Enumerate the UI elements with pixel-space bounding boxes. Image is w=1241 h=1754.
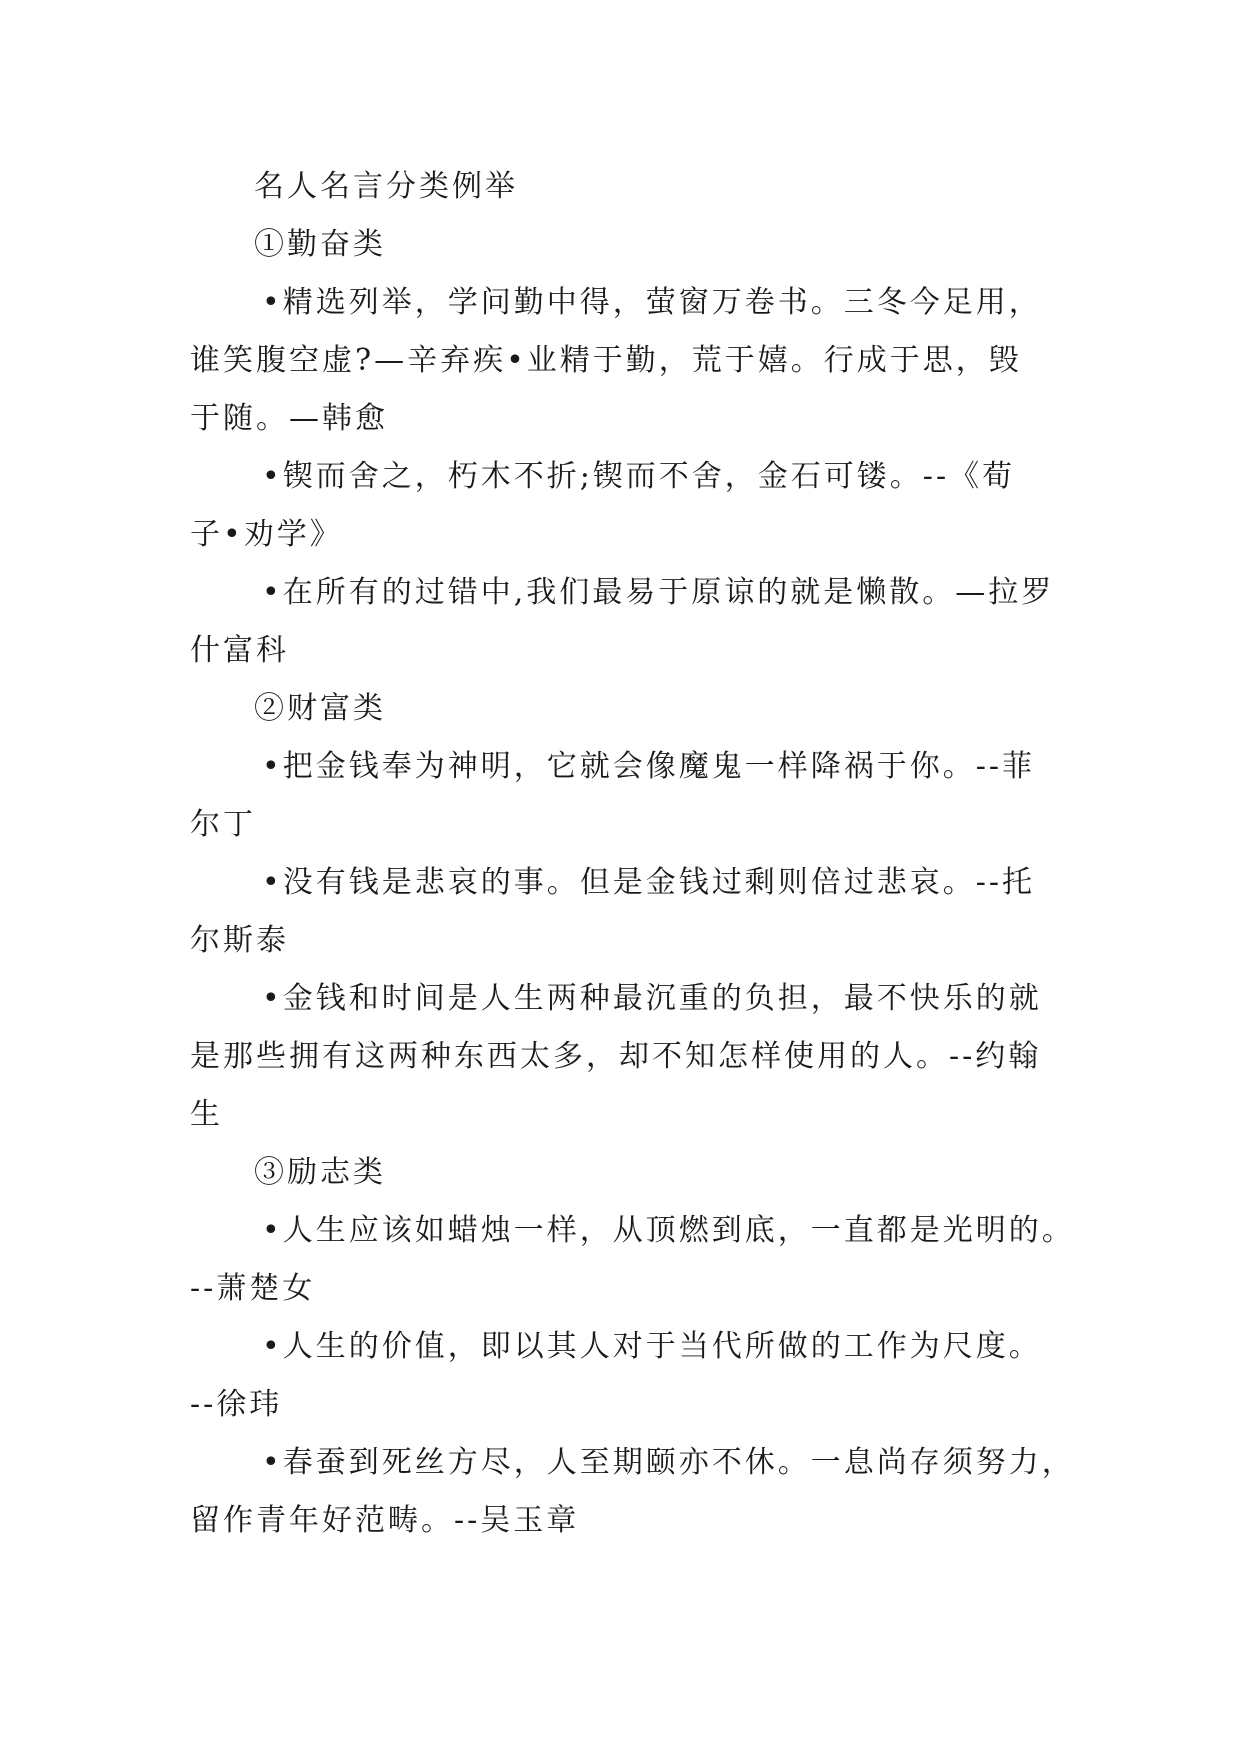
text-line: 生: [190, 1097, 223, 1132]
text-line: 谁笑腹空虚?—辛弃疾•业精于勤，荒于嬉。行成于思，毁: [190, 343, 1022, 378]
text-line: •锲而舍之，朽木不折;锲而不舍，金石可镂。--《荀: [262, 459, 1016, 494]
text-line: 是那些拥有这两种东西太多，却不知怎样使用的人。--约翰: [190, 1039, 1042, 1074]
text-line: 尔斯泰: [190, 923, 289, 958]
text-line: •在所有的过错中,我们最易于原谅的就是懒散。—拉罗: [262, 575, 1055, 610]
text-line: 于随。—韩愈: [190, 401, 388, 436]
text-line: --萧楚女: [190, 1271, 316, 1306]
text-line: •人生的价值，即以其人对于当代所做的工作为尺度。: [262, 1329, 1042, 1364]
document-body: [190, 216, 1075, 1550]
text-line: --徐玮: [190, 1387, 283, 1422]
text-line: 尔丁: [190, 807, 256, 842]
text-line: •金钱和时间是人生两种最沉重的负担，最不快乐的就: [262, 981, 1042, 1016]
section-heading: ①勤奋类: [254, 227, 386, 262]
document-page: [190, 158, 1075, 1550]
section-heading: ③励志类: [254, 1155, 386, 1190]
text-line: 什富科: [190, 633, 289, 668]
text-line: •把金钱奉为神明，它就会像魔鬼一样降祸于你。--菲: [262, 749, 1035, 784]
text-line: 留作青年好范畴。--吴玉章: [190, 1503, 580, 1538]
text-line: •精选列举，学问勤中得，萤窗万卷书。三冬今足用，: [262, 285, 1042, 320]
text-line: 子•劝学》: [190, 517, 343, 552]
text-line: •人生应该如蜡烛一样，从顶燃到底，一直都是光明的。: [262, 1213, 1075, 1248]
text-line: •春蚕到死丝方尽，人至期颐亦不休。一息尚存须努力，: [262, 1445, 1075, 1480]
text-line: •没有钱是悲哀的事。但是金钱过剩则倍过悲哀。--托: [262, 865, 1035, 900]
document-title: 名人名言分类例举: [254, 169, 518, 204]
section-heading: ②财富类: [254, 691, 386, 726]
